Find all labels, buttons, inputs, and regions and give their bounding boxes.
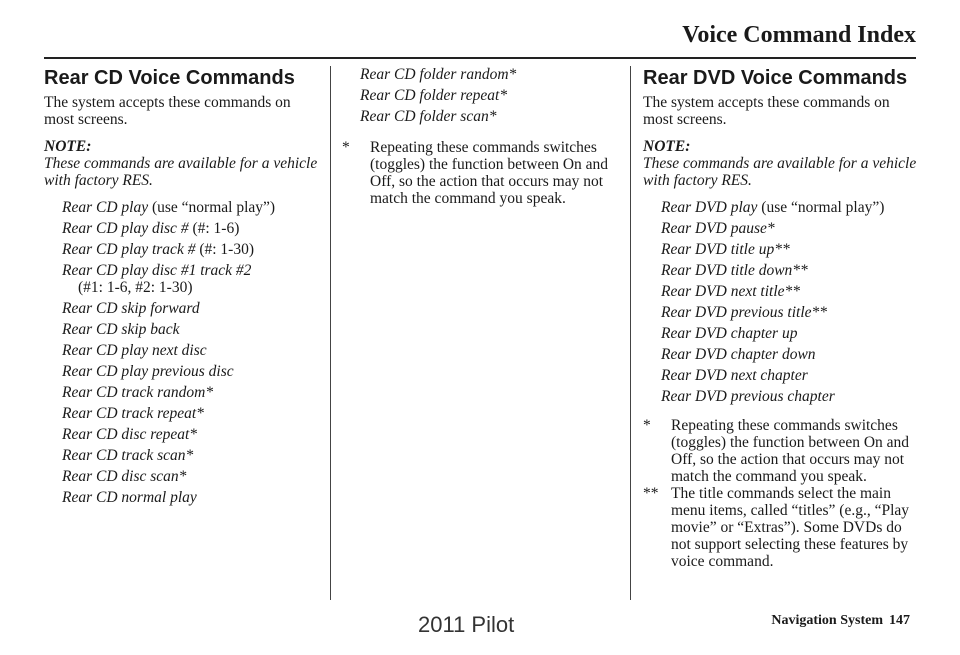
rear-cd-folder-command-list [342, 66, 620, 125]
section-title-rear-cd: Rear CD Voice Commands [44, 67, 295, 89]
command-item: Rear DVD previous chapter [661, 388, 835, 405]
command-item: Rear DVD pause* [661, 220, 775, 237]
note-heading: NOTE: [643, 138, 691, 155]
command-item: Rear DVD chapter down [661, 346, 816, 363]
intro-text: The system accepts these commands on most screens. [643, 94, 890, 128]
rear-cd-command-list [44, 199, 320, 506]
watermark: 2011 Pilot [418, 612, 515, 637]
intro-text: The system accepts these commands on most screens. [44, 94, 291, 128]
header-rule [44, 57, 916, 59]
page-header-title: Voice Command Index [682, 22, 916, 48]
footnote: * Repeating these commands switches (toggles) the function between On and Off, so the action that occurs may not match the command you speak. [342, 139, 609, 207]
page-number: 147 [889, 613, 910, 628]
column-divider [330, 66, 331, 600]
command-item: Rear CD play disc # (#: 1-6) [62, 220, 240, 237]
command-item: Rear CD track scan* [62, 447, 194, 464]
footnote: ** The title commands select the main menu items, called “titles” (e.g., “Play movie” or “Extras”). Some DVDs do not support selecting these features by voice command. [643, 485, 910, 570]
footnote: * Repeating these commands switches (toggles) the function between On and Off, so the action that occurs may not match the command you speak. [643, 417, 910, 485]
rear-dvd-command-list [643, 199, 920, 405]
command-item: Rear CD play track # (#: 1-30) [62, 241, 254, 258]
command-item: Rear CD skip back [62, 321, 180, 338]
command-item: Rear CD play previous disc [62, 363, 234, 380]
command-item: Rear CD folder scan* [360, 108, 497, 125]
command-item: Rear DVD next chapter [661, 367, 808, 384]
note-text: These commands are available for a vehicle with factory RES. [44, 155, 318, 189]
note-heading: NOTE: [44, 138, 92, 155]
command-item: Rear CD folder repeat* [360, 87, 508, 104]
command-item: Rear CD play (use “normal play”) [62, 199, 276, 216]
command-item: Rear DVD next title** [661, 283, 801, 300]
command-item: Rear DVD play (use “normal play”) [661, 199, 885, 216]
right-column [643, 66, 920, 570]
middle-column [342, 66, 620, 207]
command-item: Rear CD track repeat* [62, 405, 204, 422]
command-item: Rear CD play disc #1 track #2 (#1: 1-6, #2: 1-30) [62, 262, 252, 296]
command-item: Rear CD disc repeat* [62, 426, 198, 443]
command-item: Rear CD folder random* [360, 66, 517, 83]
section-title-rear-dvd: Rear DVD Voice Commands [643, 67, 908, 89]
command-item: Rear CD skip forward [62, 300, 200, 317]
note-text: These commands are available for a vehicle with factory RES. [643, 155, 917, 189]
left-column [44, 66, 320, 510]
page-footer [771, 613, 910, 629]
command-item: Rear CD play next disc [62, 342, 207, 359]
command-item: Rear DVD title up** [661, 241, 790, 258]
command-item: Rear DVD chapter up [661, 325, 798, 342]
command-item: Rear CD track random* [62, 384, 214, 401]
footer-section-label: Navigation System [771, 613, 883, 628]
command-item: Rear DVD title down** [661, 262, 808, 279]
command-item: Rear DVD previous title** [661, 304, 828, 321]
column-divider [630, 66, 631, 600]
command-item: Rear CD disc scan* [62, 468, 187, 485]
command-item: Rear CD normal play [62, 489, 197, 506]
